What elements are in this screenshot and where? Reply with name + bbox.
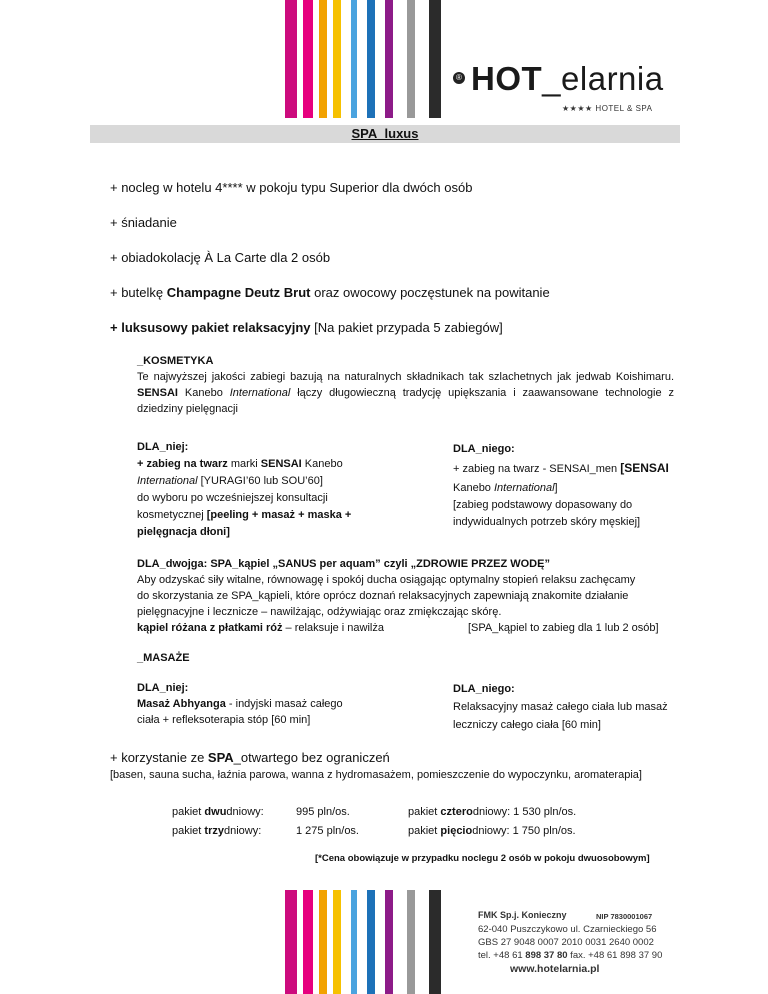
masaze-niej-heading: DLA_niej: <box>137 682 189 694</box>
dla-niego-line: indywidualnych potrzeb skóry męskiej] <box>453 516 641 528</box>
footer-website: www.hotelarnia.pl <box>510 963 600 975</box>
dwojga-line: kąpiel różana z płatkami róż – relaksuje i nawilża <box>137 622 384 634</box>
footer-color-bars <box>285 890 455 994</box>
item-nocleg: + nocleg w hotelu 4**** w pokoju typu Superior dla dwóch osób <box>110 180 473 195</box>
logo-bar <box>351 0 357 118</box>
dwojga-line: Aby odzyskać siły witalne, równowagę i spokój ducha osiągając optymalny stopień relaksu zachęcamy <box>137 574 636 586</box>
footer-bar <box>367 890 375 994</box>
footer-bar <box>319 890 327 994</box>
price-value-3day: 1 275 pln/os. <box>296 825 359 837</box>
footer-bar <box>429 890 441 994</box>
footer-bar <box>285 890 297 994</box>
price-label-3day: pakiet trzydniowy: <box>172 825 262 837</box>
masaze-heading: _MASAŻE <box>137 652 190 664</box>
dla-niej-line: International [YURAGI’60 lub SOU’60] <box>137 475 323 487</box>
dla-niego-line: [zabieg podstawowy dopasowany do <box>453 499 633 511</box>
kosmetyka-dla-niej <box>137 439 351 541</box>
registered-mark: ® <box>453 72 465 84</box>
kosmetyka-dla-niego <box>453 441 669 531</box>
logo-bar <box>367 0 375 118</box>
masaze-dla-niego <box>453 680 668 734</box>
dwojga-heading: DLA_dwojga: SPA_kąpiel „SANUS per aquam” czyli „ZDROWIE PRZEZ WODĘ” <box>137 558 550 570</box>
kosmetyka-paragraph: Te najwyższej jakości zabiegi bazują na naturalnych składnikach tak szlachetnych jak jedwab Koishimaru. SENSAI Kanebo International łączy długowieczną tradycję upiększania i zaawansowane technologie z dziedziny pielęgnacji <box>137 371 674 415</box>
logo-wordmark: HOT_elarnia <box>471 60 664 97</box>
price-4day: pakiet czterodniowy: 1 530 pln/os. <box>408 806 577 818</box>
item-sniadanie: + śniadanie <box>110 215 177 230</box>
dla-niej-heading: DLA_niej: <box>137 441 189 453</box>
masaze-niego-heading: DLA_niego: <box>453 683 515 695</box>
masaze-niej-line: Masaż Abhyanga - indyjski masaż całego <box>137 698 343 710</box>
dwojga-line: pielęgnacyjne i lecznicze – nawilżając, odżywiając oraz zmiękczając skórę. <box>137 606 502 618</box>
dla-niej-line: do wyboru po wcześniejszej konsultacji <box>137 492 328 504</box>
logo-bar <box>319 0 327 118</box>
masaze-niej-line: ciała + refleksoterapia stóp [60 min] <box>137 714 311 726</box>
price-label-2day: pakiet dwudniowy: <box>172 806 264 818</box>
masaze-dla-niej <box>137 680 343 728</box>
item-obiadokolacja: + obiadokolację À La Carte dla 2 osób <box>110 250 331 265</box>
page-title: SPA_luxus <box>351 126 419 141</box>
dla-niego-line: Kanebo International] <box>453 482 558 494</box>
item-pakiet: + luksusowy pakiet relaksacyjny [Na pakiet przypada 5 zabiegów] <box>110 320 503 335</box>
item-champagne: + butelkę Champagne Deutz Brut oraz owocowy poczęstunek na powitanie <box>110 285 550 300</box>
dla-niego-line: + zabieg na twarz - SENSAI_men [SENSAI <box>453 461 669 475</box>
masaze-niego-line: Relaksacyjny masaż całego ciała lub masaż <box>453 701 668 713</box>
footer-bar <box>351 890 357 994</box>
price-value-2day: 995 pln/os. <box>296 806 350 818</box>
price-5day: pakiet pięciodniowy: 1 750 pln/os. <box>408 825 576 837</box>
logo-bar <box>429 0 441 118</box>
footer-bar <box>407 890 415 994</box>
dla-niego-heading: DLA_niego: <box>453 443 515 455</box>
footer-nip: NIP 7830001067 <box>596 912 653 921</box>
logo-bar <box>285 0 297 118</box>
dla-niej-line: kosmetycznej [peeling + masaż + maska + <box>137 509 352 521</box>
footer-bank: GBS 27 9048 0007 2010 0031 2640 0002 <box>478 937 654 948</box>
title-band <box>90 125 680 143</box>
footer-address: 62-040 Puszczykowo ul. Czarnieckiego 56 <box>478 924 657 935</box>
footer-phone: tel. +48 61 898 37 80 fax. +48 61 898 37 90 <box>478 950 663 961</box>
dla-niej-line: + zabieg na twarz marki SENSAI Kanebo <box>137 458 343 470</box>
dwojga-line: do skorzystania ze SPA_kąpieli, które oprócz doznań relaksacyjnych zapewniają znakomite działanie <box>137 590 629 602</box>
dla-niej-line: pielęgnacja dłoni] <box>137 526 230 538</box>
masaze-niego-line: leczniczy całego ciała [60 min] <box>453 719 601 731</box>
logo-color-bars <box>285 0 455 118</box>
logo-bar <box>333 0 341 118</box>
logo-bar <box>407 0 415 118</box>
footer-bar <box>385 890 393 994</box>
footer-bar <box>333 890 341 994</box>
logo-bar <box>303 0 313 118</box>
price-note: [*Cena obowiązuje w przypadku noclegu 2 osób w pokoju dwuosobowym] <box>315 853 650 864</box>
kosmetyka-heading: _KOSMETYKA <box>137 355 214 367</box>
logo-bar <box>385 0 393 118</box>
footer-bar <box>303 890 313 994</box>
logo-subtitle: ★★★★ HOTEL & SPA <box>562 104 653 113</box>
spa-item: + korzystanie ze SPA_otwartego bez ograniczeń <box>110 750 390 765</box>
footer-company: FMK Sp.j. Konieczny <box>478 910 567 920</box>
spa-facilities: [basen, sauna sucha, łaźnia parowa, wanna z hydromasażem, pomieszczenie do wypoczynku, aromaterapia] <box>110 769 642 781</box>
dwojga-note: [SPA_kąpiel to zabieg dla 1 lub 2 osób] <box>468 622 659 634</box>
